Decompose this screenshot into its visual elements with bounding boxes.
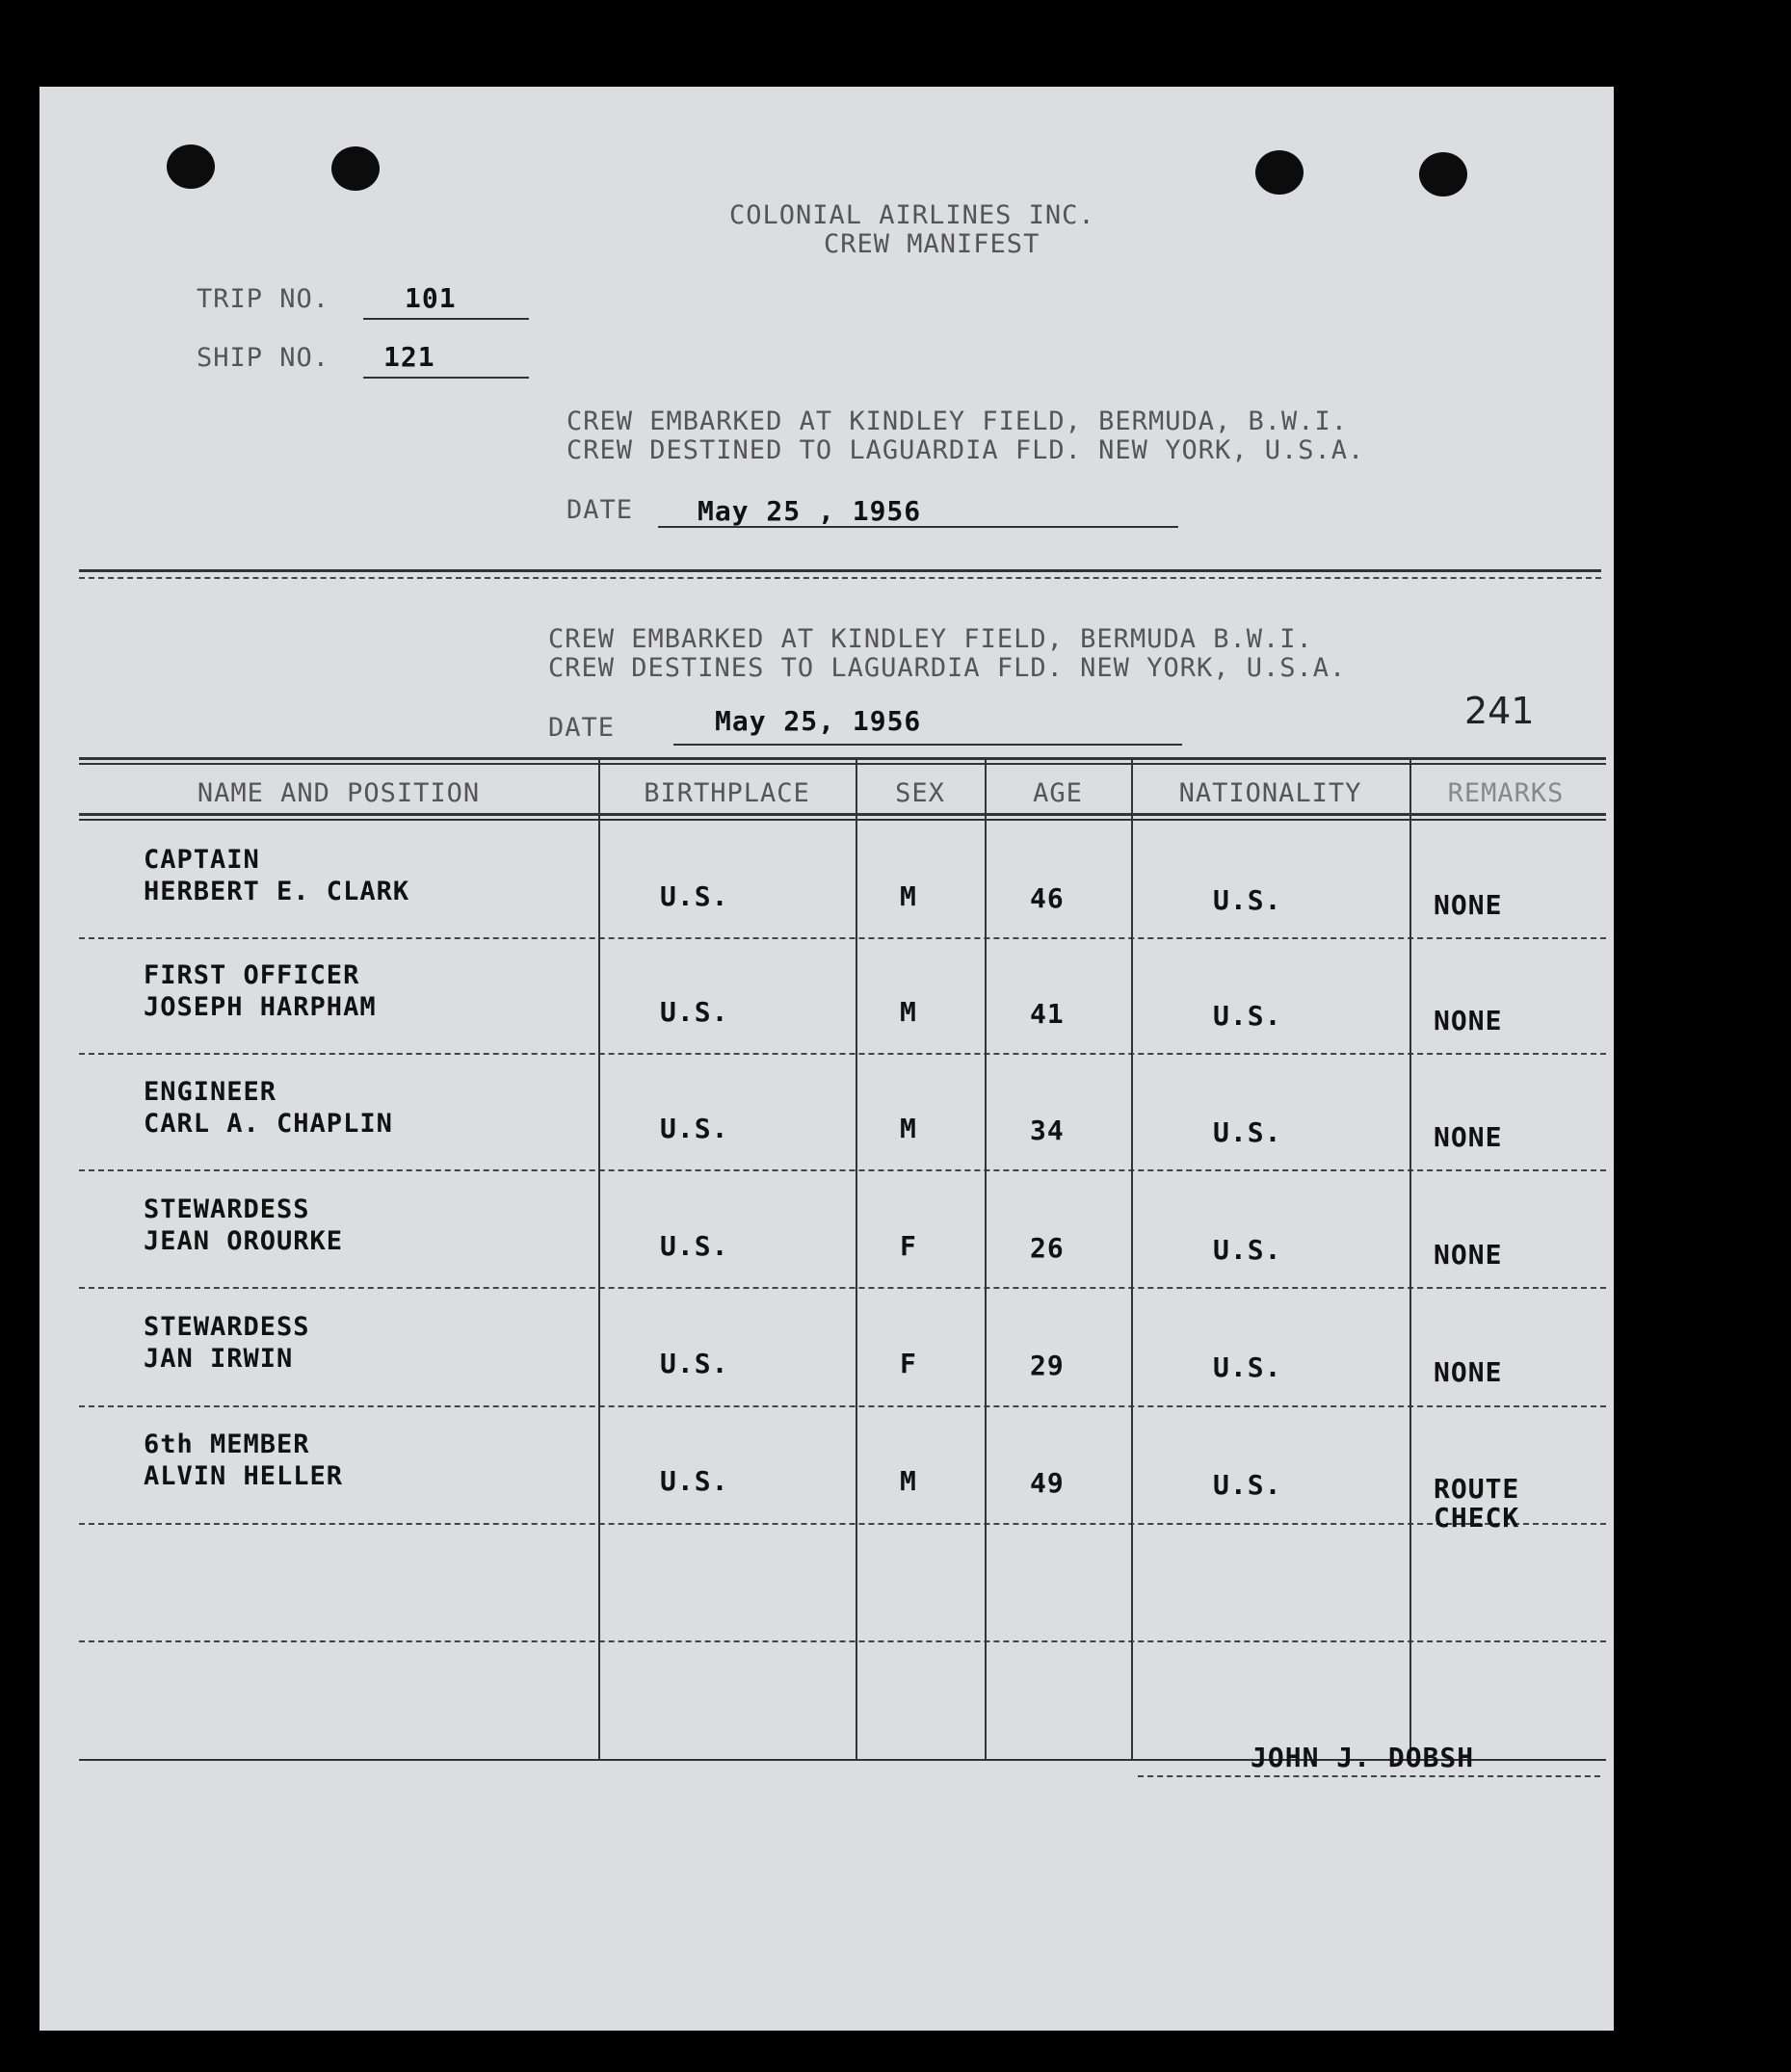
embarked-line-top: CREW EMBARKED AT KINDLEY FIELD, BERMUDA, B.W.I. (566, 407, 1349, 436)
manifest-sheet (40, 87, 1614, 2031)
age-cell: 46 (1030, 882, 1065, 914)
remarks-cell: NONE (1434, 1005, 1503, 1036)
row-divider (79, 1523, 1606, 1525)
date-value: May 25, 1956 (715, 705, 922, 737)
crew-name: HERBERT E. CLARK (144, 877, 410, 906)
age-cell: 41 (1030, 998, 1065, 1030)
column-header-nationality: NATIONALITY (1178, 778, 1362, 808)
embarked-line: CREW EMBARKED AT KINDLEY FIELD, BERMUDA B.W.I. (548, 624, 1313, 654)
remarks-cell: NONE (1434, 889, 1503, 921)
sex-cell: F (900, 1230, 917, 1262)
crew-name: JEAN OROURKE (144, 1226, 344, 1256)
trip-value: 101 (405, 282, 457, 314)
header-bottom-rule (79, 813, 1606, 816)
column-rule (598, 757, 600, 1759)
trip-underline (363, 318, 529, 320)
sex-cell: M (900, 1113, 917, 1144)
crew-position: FIRST OFFICER (144, 960, 360, 990)
row-divider (79, 1287, 1606, 1289)
date-underline-top (658, 526, 1178, 528)
ship-value: 121 (383, 341, 435, 373)
crew-name: ALVIN HELLER (144, 1461, 344, 1491)
column-rule (856, 757, 857, 1759)
column-header-birthplace: BIRTHPLACE (644, 778, 810, 808)
crew-position: STEWARDESS (144, 1312, 310, 1342)
age-cell: 34 (1030, 1115, 1065, 1146)
column-header-age: AGE (1033, 778, 1083, 808)
separator-line (79, 569, 1601, 572)
nationality-cell: U.S. (1213, 1351, 1282, 1383)
birthplace-cell: U.S. (660, 1230, 729, 1262)
sex-cell: M (900, 996, 917, 1028)
remarks-cell: NONE (1434, 1121, 1503, 1153)
table-top-rule (79, 757, 1606, 760)
date-underline (673, 744, 1182, 746)
nationality-cell: U.S. (1213, 1000, 1282, 1032)
sex-cell: M (900, 1465, 917, 1497)
age-cell: 29 (1030, 1350, 1065, 1381)
birthplace-cell: U.S. (660, 996, 729, 1028)
destined-line: CREW DESTINES TO LAGUARDIA FLD. NEW YORK, U.S.A. (548, 653, 1347, 683)
row-divider (79, 937, 1606, 939)
table-top-rule (79, 763, 1606, 765)
birthplace-cell: U.S. (660, 880, 729, 912)
signature-name: JOHN J. DOBSH (1251, 1742, 1475, 1773)
sex-cell: F (900, 1348, 917, 1379)
punch-hole (167, 144, 215, 189)
form-title: CREW MANIFEST (824, 229, 1040, 259)
birthplace-cell: U.S. (660, 1465, 729, 1497)
header-bottom-rule (79, 819, 1606, 821)
birthplace-cell: U.S. (660, 1348, 729, 1379)
crew-position: CAPTAIN (144, 845, 260, 875)
row-divider (79, 1405, 1606, 1407)
row-divider (79, 1169, 1606, 1171)
crew-position: 6th MEMBER (144, 1429, 310, 1459)
row-divider (79, 1640, 1606, 1642)
birthplace-cell: U.S. (660, 1113, 729, 1144)
nationality-cell: U.S. (1213, 884, 1282, 916)
nationality-cell: U.S. (1213, 1234, 1282, 1266)
crew-name: JOSEPH HARPHAM (144, 992, 377, 1022)
crew-name: CARL A. CHAPLIN (144, 1109, 393, 1139)
remarks-cell: ROUTE CHECK (1434, 1473, 1520, 1534)
column-rule (1131, 757, 1133, 1759)
column-header-sex: SEX (895, 778, 945, 808)
column-header-name: NAME AND POSITION (197, 778, 481, 808)
date-value-top: May 25 , 1956 (698, 495, 922, 527)
signature-line (1138, 1775, 1600, 1777)
crew-name: JAN IRWIN (144, 1344, 294, 1374)
date-label: DATE (548, 713, 616, 743)
date-label-top: DATE (566, 495, 634, 525)
age-cell: 49 (1030, 1467, 1065, 1499)
remarks-cell: NONE (1434, 1239, 1503, 1271)
row-divider (79, 1053, 1606, 1055)
column-rule (985, 757, 987, 1759)
sex-cell: M (900, 880, 917, 912)
age-cell: 26 (1030, 1232, 1065, 1264)
column-rule (1409, 757, 1411, 1759)
punch-hole (331, 146, 380, 191)
column-header-remarks: REMARKS (1447, 778, 1565, 808)
destined-line-top: CREW DESTINED TO LAGUARDIA FLD. NEW YORK, U.S.A. (566, 435, 1365, 465)
nationality-cell: U.S. (1213, 1116, 1282, 1148)
nationality-cell: U.S. (1213, 1469, 1282, 1501)
separator-line (79, 577, 1601, 579)
page-number: 241 (1464, 690, 1535, 732)
punch-hole (1419, 152, 1467, 197)
remarks-cell: NONE (1434, 1356, 1503, 1388)
ship-label: SHIP NO. (197, 343, 330, 373)
crew-position: STEWARDESS (144, 1194, 310, 1224)
trip-label: TRIP NO. (197, 284, 330, 314)
company-name: COLONIAL AIRLINES INC. (729, 200, 1095, 230)
crew-position: ENGINEER (144, 1077, 277, 1107)
ship-underline (363, 377, 529, 379)
punch-hole (1255, 150, 1304, 195)
